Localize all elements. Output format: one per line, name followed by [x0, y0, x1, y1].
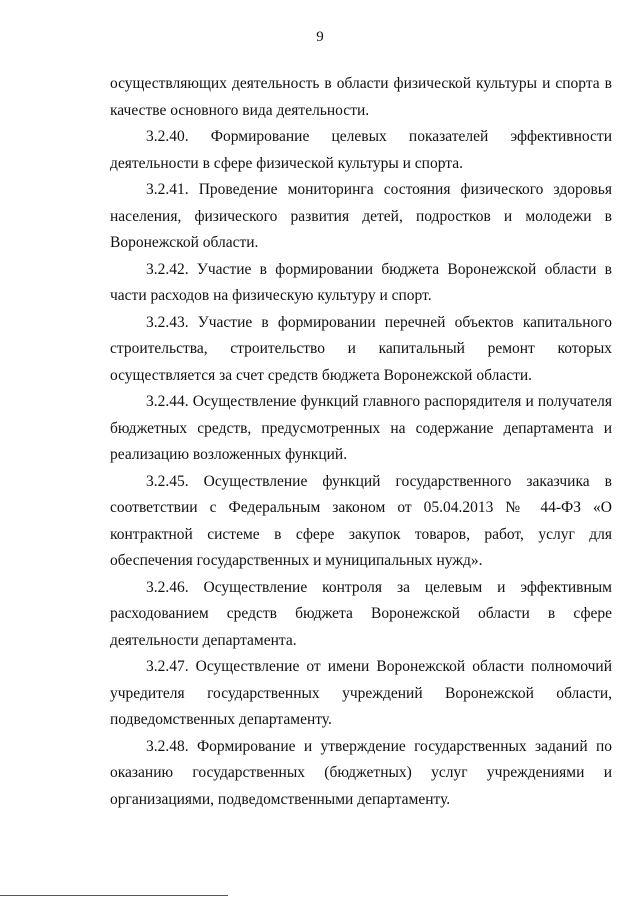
paragraph-3-2-47: 3.2.47. Осуществление от имени Воронежской области полномочий учредителя государственных учреждений Воронежской области, подведомственных департаменту.: [110, 658, 612, 728]
paragraph-3-2-48: 3.2.48. Формирование и утверждение государственных заданий по оказанию государственных (бюджетных) услуг учреждениями и организациями, подведомственными департаменту.: [110, 737, 612, 808]
paragraph-3-2-45: 3.2.45. Осуществление функций государственного заказчика в соответствии с Федеральным законом от 05.04.2013 № 44-ФЗ «О контрактной системе в сфере закупок товаров, работ, услуг для обеспечения государственных и муниципальных нужд».: [110, 472, 612, 569]
paragraph-continuation: осуществляющих деятельность в области физической культуры и спорта в качестве основного вида деятельности.: [110, 75, 612, 119]
paragraph-3-2-42: 3.2.42. Участие в формировании бюджета Воронежской области в части расходов на физическую культуру и спорт.: [110, 260, 612, 304]
page-number: 9: [316, 29, 324, 45]
paragraph-3-2-46: 3.2.46. Осуществление контроля за целевым и эффективным расходованием средств бюджета Воронежской области в сфере деятельности департамента.: [110, 578, 612, 649]
paragraph-3-2-40: 3.2.40. Формирование целевых показателей эффективности деятельности в сфере физической культуры и спорта.: [110, 128, 612, 172]
paragraph-3-2-44: 3.2.44. Осуществление функций главного распорядителя и получателя бюджетных средств, предусмотренных на содержание департамента и реализацию возложенных функций.: [110, 393, 612, 463]
document-body: [110, 71, 612, 813]
paragraph-3-2-43: 3.2.43. Участие в формировании перечней объектов капитального строительства, строительство и капитальный ремонт которых осуществляется за счет средств бюджета Воронежской области.: [110, 313, 612, 384]
footer-rule: [0, 895, 228, 896]
paragraph-3-2-41: 3.2.41. Проведение мониторинга состояния физического здоровья населения, физического развития детей, подростков и молодежи в Воронежской области.: [110, 181, 612, 251]
